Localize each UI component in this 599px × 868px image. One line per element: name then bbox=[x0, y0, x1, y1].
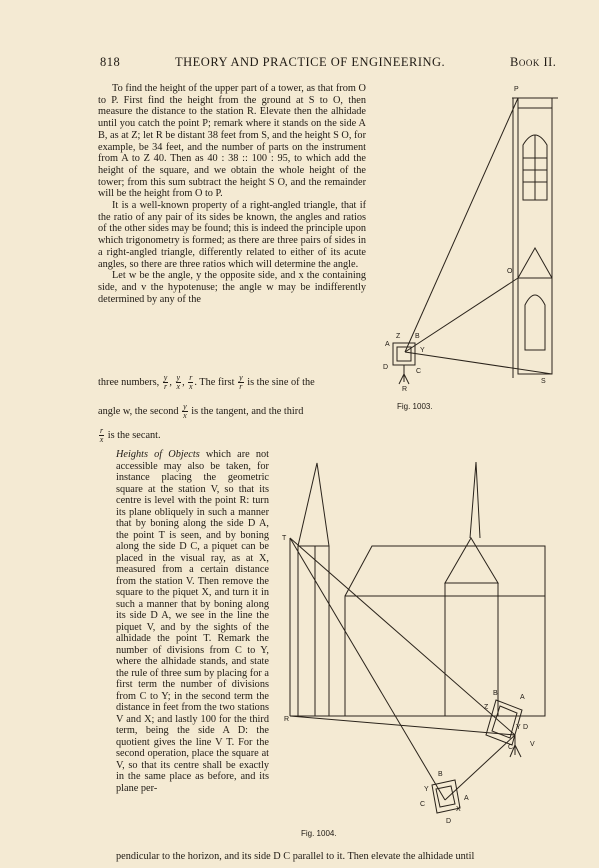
fig2-label-x: X bbox=[456, 806, 461, 813]
fraction-y-x: $\frac{y}{x}$ bbox=[183, 402, 187, 420]
fig2-label-z: Z bbox=[484, 704, 489, 711]
stand-leg bbox=[515, 745, 521, 757]
baseline bbox=[405, 352, 552, 374]
text-fragment: . The first bbox=[194, 376, 235, 388]
fig1-label-p: P bbox=[514, 86, 519, 93]
tower-door bbox=[525, 295, 545, 350]
fig2-label-y2: Y bbox=[424, 786, 429, 793]
fig2-label-r: R bbox=[284, 716, 290, 723]
stand-leg bbox=[399, 374, 404, 384]
fig1-label-o: O bbox=[507, 268, 513, 275]
fig1004-caption: Fig. 1004. bbox=[301, 829, 337, 838]
fig2-label-t: T bbox=[282, 535, 287, 542]
fraction-y-r: $\frac{y}{r}$ bbox=[163, 373, 168, 391]
fig2-label-a2: A bbox=[464, 795, 469, 802]
fig2-label-d2: D bbox=[446, 818, 452, 825]
station-line bbox=[445, 735, 515, 800]
book-label: Book II. bbox=[510, 55, 557, 69]
sight-line-p bbox=[405, 98, 518, 352]
figure-1003 bbox=[393, 98, 558, 384]
fig1-label-d: D bbox=[383, 364, 389, 371]
italic-heading: Heights of Objects bbox=[116, 449, 200, 460]
stand-leg bbox=[404, 374, 409, 384]
church-gable bbox=[445, 538, 498, 583]
fig2-label-y: Y bbox=[516, 724, 521, 731]
three-numbers-line: three numbers, $\frac{y}{r}$ , $\frac{y}{x}$ , $\frac{r}{x}$ . The first $\frac{y}{r}$ is the sine of the bbox=[98, 373, 315, 391]
text-fragment: is the tangent, and the third bbox=[191, 405, 304, 417]
sight-line-x bbox=[290, 538, 445, 800]
fraction-r-x: $\frac{r}{x}$ bbox=[99, 426, 104, 444]
text-fragment: is the secant. bbox=[107, 429, 161, 441]
church-spire bbox=[470, 462, 480, 538]
fig2-label-b: B bbox=[493, 690, 498, 697]
paragraph-triangle: It is a well-known property of a right-angled triangle, that if the ratio of any pair of its sides be known, the angles and ratios of the other sides may be found; this is indeed the principle upon which trigonometry is formed; as there are three pairs of sides in a right-angled triangle, differently related to either of its acute angles, so there are three ratios which will determine the angle. bbox=[98, 200, 366, 270]
figure-1004 bbox=[290, 462, 545, 813]
spire bbox=[298, 463, 329, 546]
text-fragment: is the sine of the bbox=[247, 376, 315, 388]
fig1003-caption: Fig. 1003. bbox=[397, 402, 433, 411]
running-title: THEORY AND PRACTICE OF ENGINEERING. bbox=[175, 55, 446, 69]
text-fragment: three numbers, bbox=[98, 376, 160, 388]
fig2-label-c2: C bbox=[420, 801, 426, 808]
spire-tower bbox=[298, 546, 329, 716]
fig1-label-r: R bbox=[402, 386, 408, 393]
fig2-label-c: C bbox=[508, 744, 514, 751]
paragraph-angle: Let w be the angle, y the opposite side, and x the containing side, and v the hypotenuse; the angle w may be indifferently determined by any of the bbox=[98, 270, 366, 305]
fraction-y-r: $\frac{y}{r}$ bbox=[239, 373, 243, 391]
fig2-label-v: V bbox=[530, 741, 535, 748]
fig1-label-y: Y bbox=[420, 347, 425, 354]
bottom-line: pendicular to the horizon, and its side D C parallel to it. Then elevate the alhidade until bbox=[116, 851, 475, 862]
square-at-v bbox=[486, 700, 522, 745]
fig1-label-a: A bbox=[385, 341, 390, 348]
base-line-v bbox=[290, 716, 515, 735]
square-instrument bbox=[393, 343, 415, 365]
fig1-label-z: Z bbox=[396, 333, 401, 340]
fraction-r-x: $\frac{r}{x}$ bbox=[189, 373, 193, 391]
tower-gable bbox=[518, 248, 552, 278]
sight-line-v bbox=[290, 538, 515, 735]
fig1-label-c: C bbox=[416, 368, 422, 375]
paragraph-heights-body: which are not accessible may also be taken, for instance placing the geometric square at the station V, so that its centre is level with the point R: turn its plane obliquely in such a manner that by boning along the side D A, the point T is seen, and by boning along the side D C, a piquet can be placed in the visual ray, as at X, measured from a certain distance from the station V. Then remove the square to the piquet X, and turn it in such a manner that by boning along its side D A, we see in the line the piquet V, and by the sights of the alhidade the point T. Remark the number of divisions from C to Y, where the alhidade stands, and state the rule of three sum by placing for a first term the number of divisions from C to Y; in the second term the distance in feet from the two stations V and X; and lastly 100 for the third term, being the side A D: the quotient gives the line V T. For the second operation, place the square at V, so that its centre shall be exactly in the same place as before, and its plane per- bbox=[116, 449, 269, 794]
page-number: 818 bbox=[100, 55, 121, 69]
text-fragment: angle w, the second bbox=[98, 405, 179, 417]
fig2-label-a: A bbox=[520, 694, 525, 701]
fig2-label-b2: B bbox=[438, 771, 443, 778]
church-tower bbox=[445, 583, 498, 716]
fig1-label-s: S bbox=[541, 378, 546, 385]
fig1-label-b: B bbox=[415, 333, 420, 340]
paragraph-tower: To find the height of the upper part of a tower, as that from O to P. First find the height from the ground at S to O, then measure the distance to the station R. Elevate then the alhidade until you catch the point P; remark where it stands on the side A B, as at Z; let R be distant 38 feet from S, and the height S O, for example, be 34 feet, and the number of parts on the instrument from A to Z 40. Then as 40 : 38 :: 100 : 95, to which add the height of the square, and we obtain the whole height of the tower; from this sum subtract the height S O, and the remainder will be the height from O to P. bbox=[98, 83, 366, 200]
fig2-label-d: D bbox=[523, 724, 529, 731]
fraction-y-x: $\frac{y}{x}$ bbox=[176, 373, 181, 391]
